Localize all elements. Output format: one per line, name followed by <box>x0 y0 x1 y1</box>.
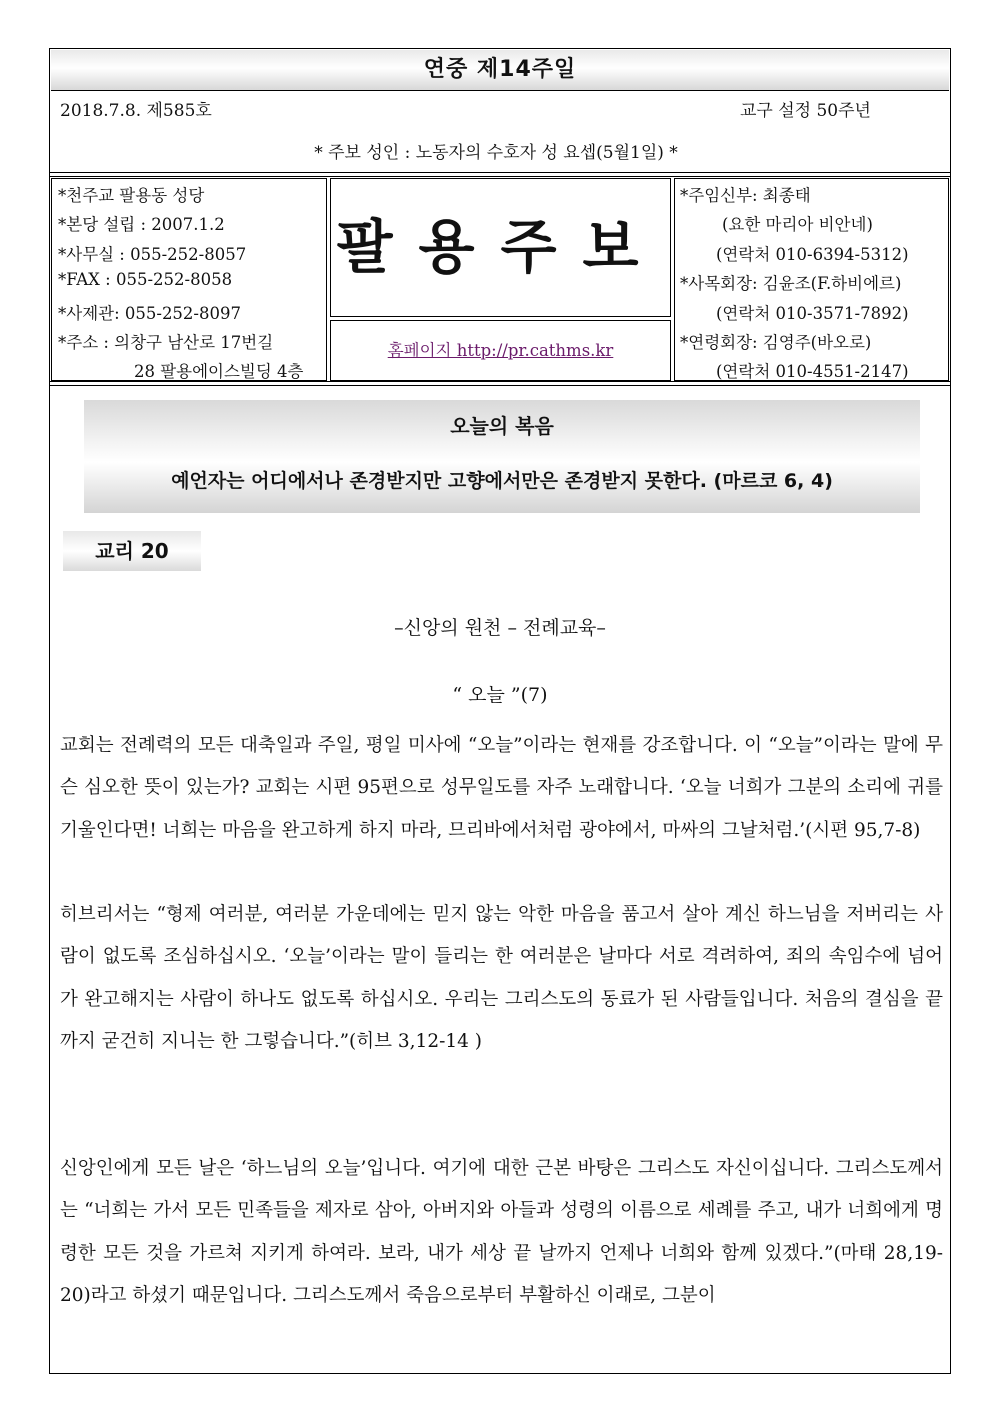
bulletin-title: 팔용주보 <box>336 213 665 281</box>
parish-name: *천주교 팔용동 성당 <box>58 186 205 205</box>
anniversary-text: 교구 설정 50주년 <box>740 101 871 121</box>
header-divider <box>49 172 951 177</box>
gospel-heading: 오늘의 복음 <box>450 414 554 438</box>
body-paragraph: 신앙인에게 모든 날은 ‘하느님의 오늘’입니다. 여기에 대한 근본 바탕은 그리스도 자신이십니다. 그리스도께서는 “너희는 가서 모든 민족들을 제자로 삼아, 아버지와 아들과 성령의 이름으로 세례를 주고, 내가 너희에게 명령한 모든 것을 가르쳐 지키게 하여라. 보라, 내가 세상 끝 날까지 언제나 너희와 함께 있겠다.”(마태 28,19-20)라고 하셨기 때문입니다. 그리스도께서 죽음으로부터 부활하신 이래로, 그분이 <box>60 1158 943 1306</box>
body-paragraph: 히브리서는 “형제 여러분, 여러분 가운데에는 믿지 않는 악한 마음을 품고서 살아 계신 하느님을 저버리는 사람이 없도록 조심하십시오. ‘오늘’이라는 말이 들리는 한 여러분은 날마다 서로 격려하여, 죄의 속임수에 넘어가 완고해지는 사람이 하나도 없도록 하십시오. 우리는 그리스도의 동료가 된 사람들입니다. 처음의 결심을 끝까지 굳건히 지니는 한 그렇습니다.”(히브 3,12-14 ) <box>60 904 943 1052</box>
today-title: “ 오늘 ”(7) <box>452 684 548 706</box>
doctrine-label: 교리 20 <box>63 531 201 571</box>
patron-saint: * 주보 성인 : 노동자의 수호자 성 요셉(5월1일) * <box>314 143 678 163</box>
parish-fax: *FAX : 055-252-8058 <box>58 270 233 289</box>
homepage-link[interactable]: 홈페이지 http://pr.cathms.kr <box>387 341 614 360</box>
funeral-committee-head: *연령회장: 김영주(바오로) <box>680 333 872 352</box>
parish-address: *주소 : 의창구 남산로 17번길 <box>58 333 274 352</box>
parish-founded: *본당 설립 : 2007.1.2 <box>58 215 225 234</box>
body-paragraph: 교회는 전례력의 모든 대축일과 주일, 평일 미사에 “오늘”이라는 현재를 강조합니다. 이 “오늘”이라는 말에 무슨 심오한 뜻이 있는가? 교회는 시편 95편으로 성무일도를 자주 노래합니다. ‘오늘 너희가 그분의 소리에 귀를 기울인다면! 너희는 마음을 완고하게 하지 마라, 므리바에서처럼 광야에서, 마싸의 그날처럼.’(시편 95,7-8) <box>60 735 943 841</box>
doctrine-subtitle: –신앙의 원천 – 전례교육– <box>394 617 606 639</box>
gospel-banner <box>84 400 920 513</box>
pastor-name: *주임신부: 최종태 <box>680 186 811 205</box>
funeral-committee-phone: (연락처 010-4551-2147) <box>716 362 909 381</box>
parish-office-phone: *사무실 : 055-252-8057 <box>58 245 247 264</box>
council-president-phone: (연락처 010-3571-7892) <box>716 304 909 323</box>
date-issue: 2018.7.8. 제585호 <box>60 101 212 121</box>
pastor-baptismal-name: (요한 마리아 비안네) <box>722 215 873 234</box>
parish-rectory-phone: *사제관: 055-252-8097 <box>58 304 241 323</box>
week-title: 연중 제14주일 <box>51 50 949 91</box>
pastor-phone: (연락처 010-6394-5312) <box>716 245 909 264</box>
gospel-verse: 예언자는 어디에서나 존경받지만 고향에서만은 존경받지 못한다. (마르코 6, 4) <box>171 470 833 492</box>
parish-address-detail: 28 팔용에이스빌딩 4층 <box>134 362 304 381</box>
council-president: *사목회장: 김윤조(F.하비에르) <box>680 274 902 293</box>
